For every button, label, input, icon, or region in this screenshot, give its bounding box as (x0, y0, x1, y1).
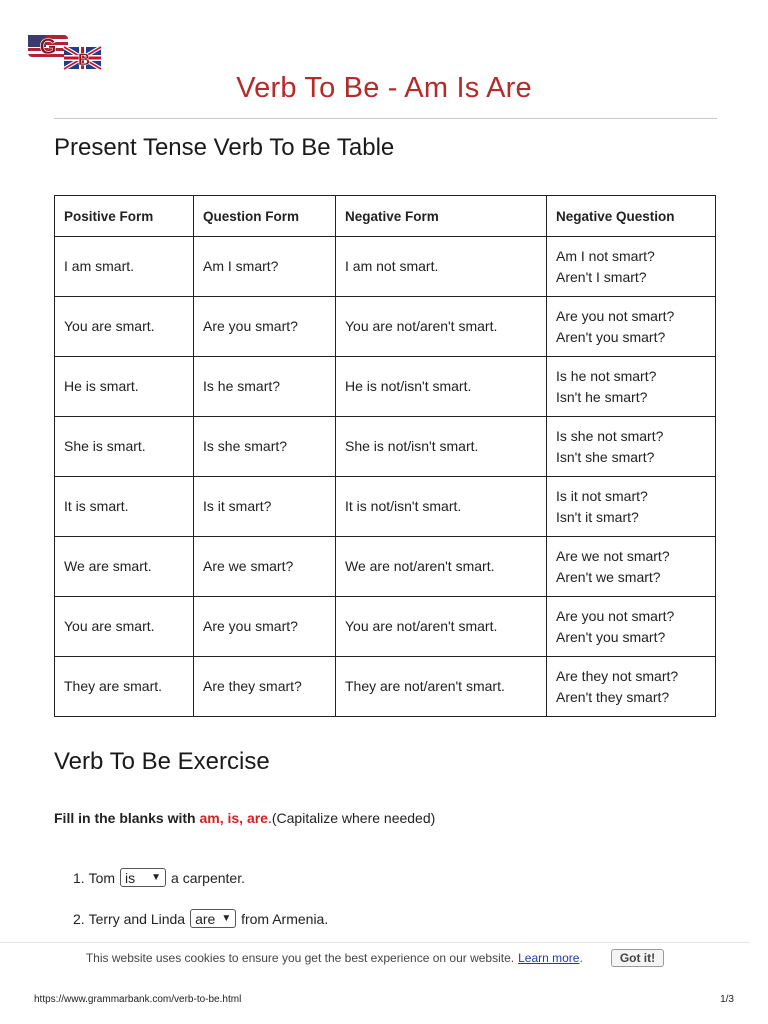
got-it-button[interactable]: Got it! (611, 949, 664, 967)
answer-select-value: are (195, 910, 216, 927)
exercise-section-heading: Verb To Be Exercise (54, 748, 270, 775)
negative-question-line: Aren't they smart? (556, 688, 670, 705)
question-form-cell: Are you smart? (194, 597, 336, 657)
negative-question-line: Aren't you smart? (556, 328, 666, 345)
negative-question-cell (547, 597, 716, 657)
question-text-after: a carpenter. (171, 869, 245, 886)
cookie-message: This website uses cookies to ensure you get the best experience on our website. (85, 951, 515, 965)
title-divider (54, 118, 717, 119)
table-row (55, 297, 716, 357)
page-title: Verb To Be - Am Is Are (236, 72, 532, 104)
negative-question-cell (547, 477, 716, 537)
positive-form-cell: He is smart. (55, 357, 194, 417)
learn-more-link[interactable]: Learn more (518, 951, 580, 965)
question-form-cell: Are they smart? (194, 657, 336, 717)
table-section-heading: Present Tense Verb To Be Table (54, 134, 395, 161)
question-form-cell: Is it smart? (194, 477, 336, 537)
instruction-note: .(Capitalize where needed) (267, 810, 436, 826)
negative-question-cell (547, 537, 716, 597)
negative-form-cell: It is not/isn't smart. (336, 477, 547, 537)
question-text-before: Tom (88, 869, 116, 886)
negative-question-line: Are you not smart? (556, 307, 675, 324)
table-row (55, 237, 716, 297)
question-form-cell: Am I smart? (194, 237, 336, 297)
table-row (55, 357, 716, 417)
table-row (55, 657, 716, 717)
negative-form-cell: We are not/aren't smart. (336, 537, 547, 597)
negative-question-line: Isn't she smart? (556, 448, 655, 465)
positive-form-cell: You are smart. (55, 597, 194, 657)
header-question-form: Question Form (194, 196, 336, 237)
instruction-bold-text: Fill in the blanks with (54, 810, 200, 826)
positive-form-cell: We are smart. (55, 537, 194, 597)
chevron-down-icon: ▼ (221, 913, 232, 924)
negative-question-line: Am I not smart? (556, 247, 655, 264)
exercise-instruction (54, 810, 435, 826)
negative-form-cell: She is not/isn't smart. (336, 417, 547, 477)
exercise-question-2 (73, 909, 328, 928)
table-row (55, 597, 716, 657)
question-number: 2. (73, 910, 85, 927)
logo-letter-b: B (77, 50, 91, 69)
positive-form-cell: She is smart. (55, 417, 194, 477)
question-number: 1. (73, 869, 85, 886)
negative-question-cell (547, 657, 716, 717)
negative-form-cell: They are not/aren't smart. (336, 657, 547, 717)
positive-form-cell: I am smart. (55, 237, 194, 297)
negative-question-line: Isn't it smart? (556, 508, 639, 525)
negative-form-cell: You are not/aren't smart. (336, 297, 547, 357)
positive-form-cell: They are smart. (55, 657, 194, 717)
chevron-down-icon: ▼ (151, 872, 162, 883)
footer-url: https://www.grammarbank.com/verb-to-be.html (34, 994, 242, 1005)
negative-question-line: Is it not smart? (556, 487, 648, 504)
question-form-cell: Is he smart? (194, 357, 336, 417)
table-header-row (55, 196, 716, 237)
question-form-cell: Are we smart? (194, 537, 336, 597)
exercise-question-1 (73, 868, 245, 887)
negative-question-line: Are they not smart? (556, 667, 679, 684)
question-text-after: from Armenia. (241, 910, 329, 927)
question-form-cell: Is she smart? (194, 417, 336, 477)
verb-to-be-table (54, 195, 716, 717)
question-form-cell: Are you smart? (194, 297, 336, 357)
negative-question-cell (547, 237, 716, 297)
negative-question-line: Isn't he smart? (556, 388, 648, 405)
negative-question-line: Is he not smart? (556, 367, 657, 384)
negative-form-cell: You are not/aren't smart. (336, 597, 547, 657)
grammarbank-logo-icon[interactable] (26, 33, 104, 71)
negative-question-line: Is she not smart? (556, 427, 664, 444)
answer-select-value: is (125, 869, 136, 886)
table-row (55, 477, 716, 537)
negative-question-line: Are you not smart? (556, 607, 675, 624)
table-row (55, 417, 716, 477)
cookie-consent-bar (0, 942, 750, 973)
footer-page-number: 1/3 (720, 994, 734, 1005)
negative-question-line: Aren't you smart? (556, 628, 666, 645)
question-text-before: Terry and Linda (88, 910, 186, 927)
negative-question-cell (547, 417, 716, 477)
answer-select-1[interactable] (120, 868, 166, 887)
negative-form-cell: He is not/isn't smart. (336, 357, 547, 417)
cookie-period: . (579, 951, 583, 965)
positive-form-cell: It is smart. (55, 477, 194, 537)
negative-form-cell: I am not smart. (336, 237, 547, 297)
instruction-highlight-words: am, is, are (199, 810, 268, 826)
header-positive-form: Positive Form (55, 196, 194, 237)
logo-letter-g: G (39, 34, 57, 59)
positive-form-cell: You are smart. (55, 297, 194, 357)
answer-select-2[interactable] (190, 909, 236, 928)
negative-question-line: Aren't I smart? (556, 268, 647, 285)
negative-question-cell (547, 297, 716, 357)
header-negative-question: Negative Question (547, 196, 716, 237)
header-negative-form: Negative Form (336, 196, 547, 237)
table-row (55, 537, 716, 597)
negative-question-line: Aren't we smart? (556, 568, 661, 585)
negative-question-cell (547, 357, 716, 417)
negative-question-line: Are we not smart? (556, 547, 670, 564)
